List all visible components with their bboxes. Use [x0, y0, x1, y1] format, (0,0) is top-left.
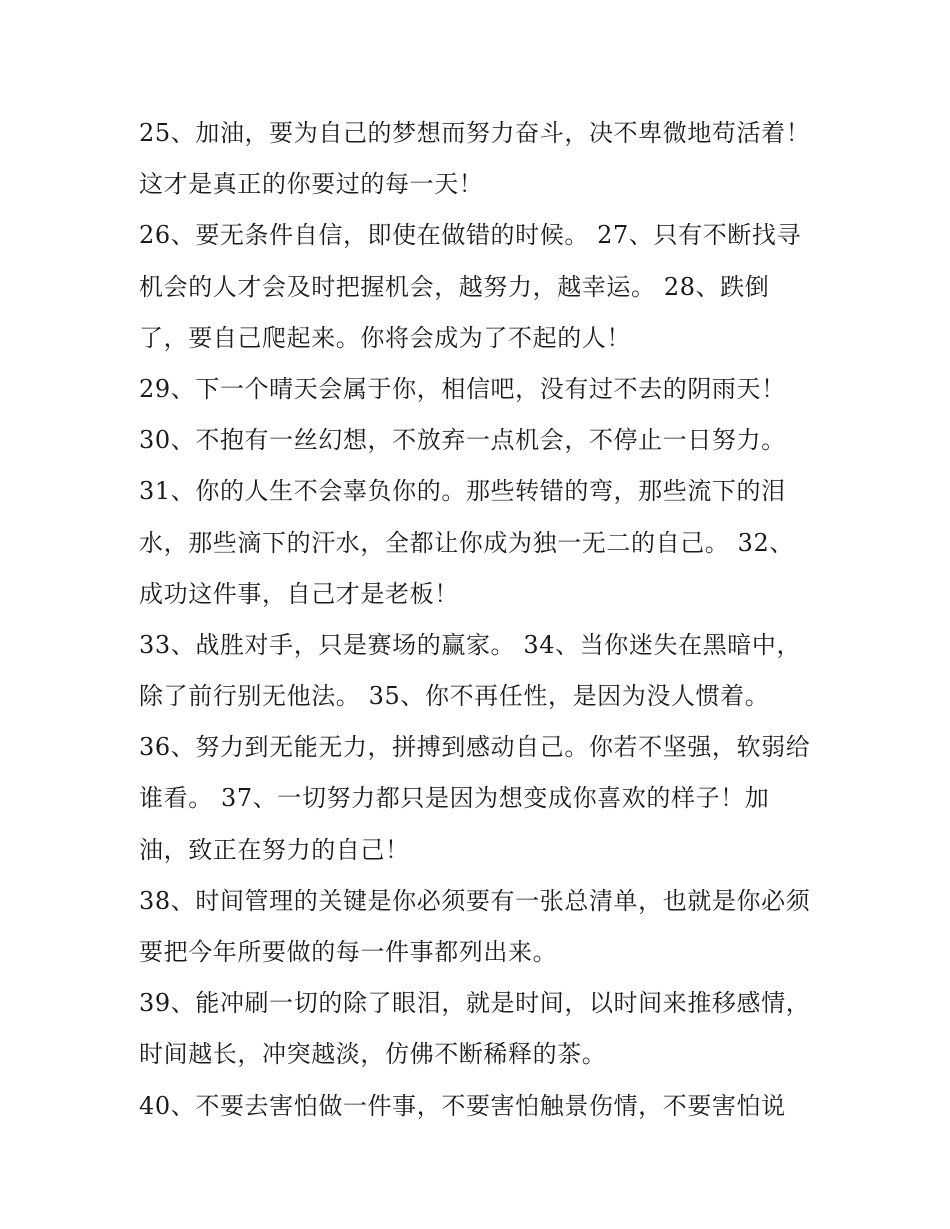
text-line: 成功这件事，自己才是老板！	[139, 579, 459, 608]
text-line: 26、要无条件自信，即使在做错的时候。 27、只有不断找寻	[139, 221, 802, 250]
text-line: 这才是真正的你要过的每一天！	[139, 170, 484, 199]
text-line: 33、战胜对手，只是赛场的赢家。 34、当你迷失在黑暗中，	[139, 630, 802, 659]
text-line: 了，要自己爬起来。你将会成为了不起的人！	[139, 323, 631, 352]
text-line: 29、下一个晴天会属于你，相信吧，没有过不去的阴雨天！	[139, 374, 786, 403]
text-line: 油，致正在努力的自己！	[139, 835, 410, 864]
text-line: 机会的人才会及时把握机会，越努力，越幸运。 28、跌倒	[139, 272, 770, 301]
text-line: 要把今年所要做的每一件事都列出来。	[139, 938, 558, 966]
text-line: 谁看。 37、一切努力都只是因为想变成你喜欢的样子！加	[139, 784, 770, 813]
text-line: 除了前行别无他法。 35、你不再任性，是因为没人惯着。	[139, 682, 770, 711]
text-line: 38、时间管理的关键是你必须要有一张总清单，也就是你必须	[139, 886, 811, 915]
document-body	[139, 108, 829, 1132]
text-line: 25、加油，要为自己的梦想而努力奋斗，决不卑微地苟活着！	[139, 119, 811, 147]
text-line: 水，那些滴下的汗水，全都让你成为独一无二的自己。 32、	[139, 528, 794, 557]
text-line: 31、你的人生不会辜负你的。那些转错的弯，那些流下的泪	[139, 477, 786, 506]
text-line: 时间越长，冲突越淡，仿佛不断稀释的茶。	[139, 1040, 607, 1069]
text-line: 30、不抱有一丝幻想，不放弃一点机会，不停止一日努力。	[139, 426, 786, 455]
text-line: 40、不要去害怕做一件事，不要害怕触景伤情，不要害怕说	[139, 1091, 786, 1120]
text-line: 36、努力到无能无力，拼搏到感动自己。你若不坚强，软弱给	[139, 733, 811, 762]
text-line: 39、能冲刷一切的除了眼泪，就是时间，以时间来推移感情，	[139, 989, 811, 1018]
